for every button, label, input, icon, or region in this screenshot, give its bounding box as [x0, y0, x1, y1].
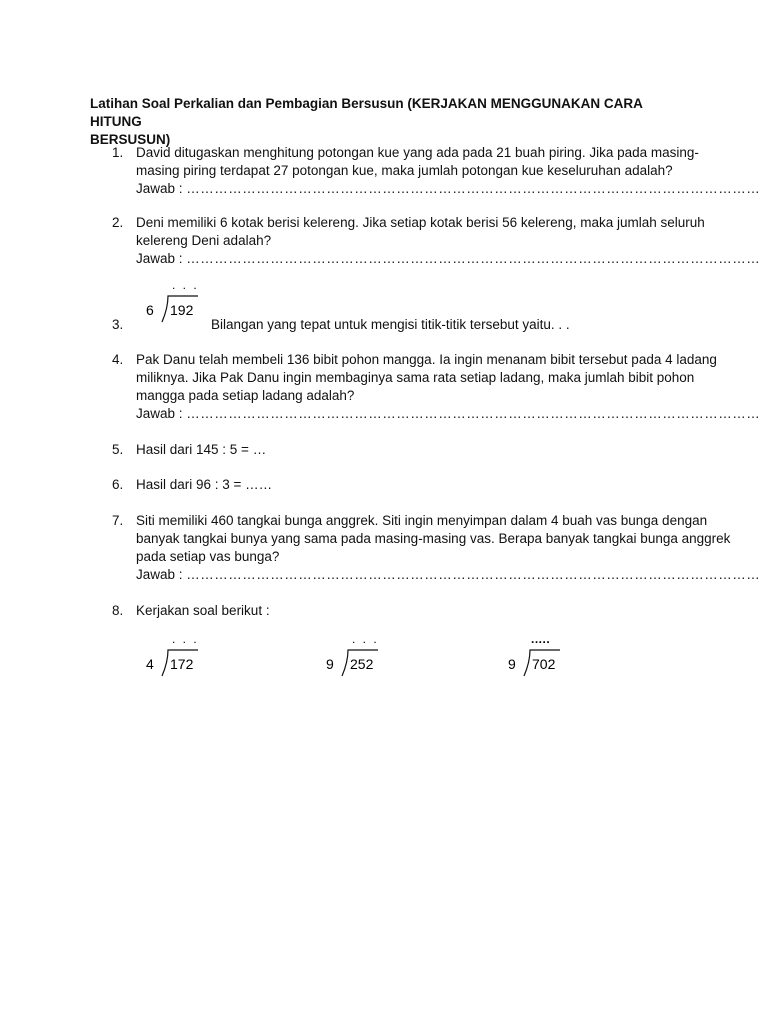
question-number: 5. — [112, 442, 124, 457]
question-text-line: banyak tangkai bunya yang sama pada masing-masing vas. Berapa banyak tangkai bunga anggrek — [136, 531, 731, 546]
question-number: 2. — [112, 215, 124, 230]
question-text-line: masing piring terdapat 27 potongan kue, maka jumlah potongan kue keseluruhan adalah? — [136, 163, 673, 178]
question-6 — [112, 476, 682, 494]
question-4 — [112, 351, 761, 423]
answer-dots: …………………………………………………………………………………………………………… — [186, 406, 761, 421]
question-text-line: Deni memiliki 6 kotak berisi kelereng. Jika setiap kotak berisi 56 kelereng, maka jumlah seluruh — [136, 215, 705, 230]
answer-line[interactable] — [136, 250, 761, 268]
question-1 — [112, 144, 761, 198]
division-dividend: 702 — [532, 656, 556, 672]
division-dividend: 172 — [170, 656, 194, 672]
division-dividend: 192 — [170, 302, 194, 318]
division-quotient: ..... — [531, 632, 551, 646]
question-text-line: Siti memiliki 460 tangkai bunga anggrek. Siti ingin menyimpan dalam 4 buah vas bunga dengan — [136, 513, 708, 528]
question-number: 1. — [112, 145, 124, 160]
question-number: 7. — [112, 513, 124, 528]
long-division-8a — [140, 632, 210, 678]
long-division-8b — [320, 632, 390, 678]
question-7 — [112, 512, 761, 584]
answer-label: Jawab : — [136, 567, 183, 582]
division-divisor: 9 — [326, 656, 334, 672]
answer-line[interactable] — [136, 566, 761, 584]
division-divisor: 4 — [146, 656, 154, 672]
question-text-line: kelereng Deni adalah? — [136, 233, 272, 248]
division-quotient: . . . — [172, 632, 199, 646]
question-8 — [112, 602, 682, 620]
division-dividend: 252 — [350, 656, 374, 672]
long-division-3 — [140, 278, 210, 324]
division-quotient: . . . — [172, 278, 199, 292]
question-text: Kerjakan soal berikut : — [136, 603, 270, 618]
title-line-1: Latihan Soal Perkalian dan Pembagian Bersusun (KERJAKAN MENGGUNAKAN CARA HITUNG — [90, 96, 643, 129]
answer-dots: …………………………………………………………………………………………………………… — [186, 567, 761, 582]
answer-label: Jawab : — [136, 251, 183, 266]
question-text: Hasil dari 145 : 5 = … — [136, 442, 267, 457]
answer-line[interactable] — [136, 405, 761, 423]
question-number: 4. — [112, 352, 124, 367]
question-text-line: David ditugaskan menghitung potongan kue yang ada pada 21 buah piring. Jika pada masing- — [136, 145, 699, 160]
question-text-line: pada setiap vas bunga? — [136, 549, 280, 564]
answer-dots: …………………………………………………………………………………………………………… — [186, 181, 761, 196]
answer-label: Jawab : — [136, 181, 183, 196]
question-number: 6. — [112, 477, 124, 492]
worksheet-title — [90, 95, 690, 149]
question-text: Bilangan yang tepat untuk mengisi titik-titik tersebut yaitu. . . — [211, 317, 570, 332]
question-number: 8. — [112, 603, 124, 618]
question-text-line: miliknya. Jika Pak Danu ingin membaginya sama rata setiap ladang, maka jumlah bibit pohon — [136, 370, 695, 385]
question-number: 3. — [112, 317, 124, 332]
title-line-2: BERSUSUN) — [90, 132, 171, 147]
answer-dots: …………………………………………………………………………………………………………… — [186, 251, 761, 266]
division-divisor: 6 — [146, 302, 154, 318]
question-2 — [112, 214, 761, 268]
question-text-line: mangga pada setiap ladang adalah? — [136, 388, 355, 403]
question-text-line: Pak Danu telah membeli 136 bibit pohon mangga. Ia ingin menanam bibit tersebut pada 4 ladang — [136, 352, 717, 367]
answer-line[interactable] — [136, 180, 761, 198]
division-quotient: . . . — [352, 632, 379, 646]
answer-label: Jawab : — [136, 406, 183, 421]
division-divisor: 9 — [508, 656, 516, 672]
question-text: Hasil dari 96 : 3 = …… — [136, 477, 273, 492]
long-division-8c — [502, 632, 572, 678]
question-5 — [112, 441, 682, 459]
